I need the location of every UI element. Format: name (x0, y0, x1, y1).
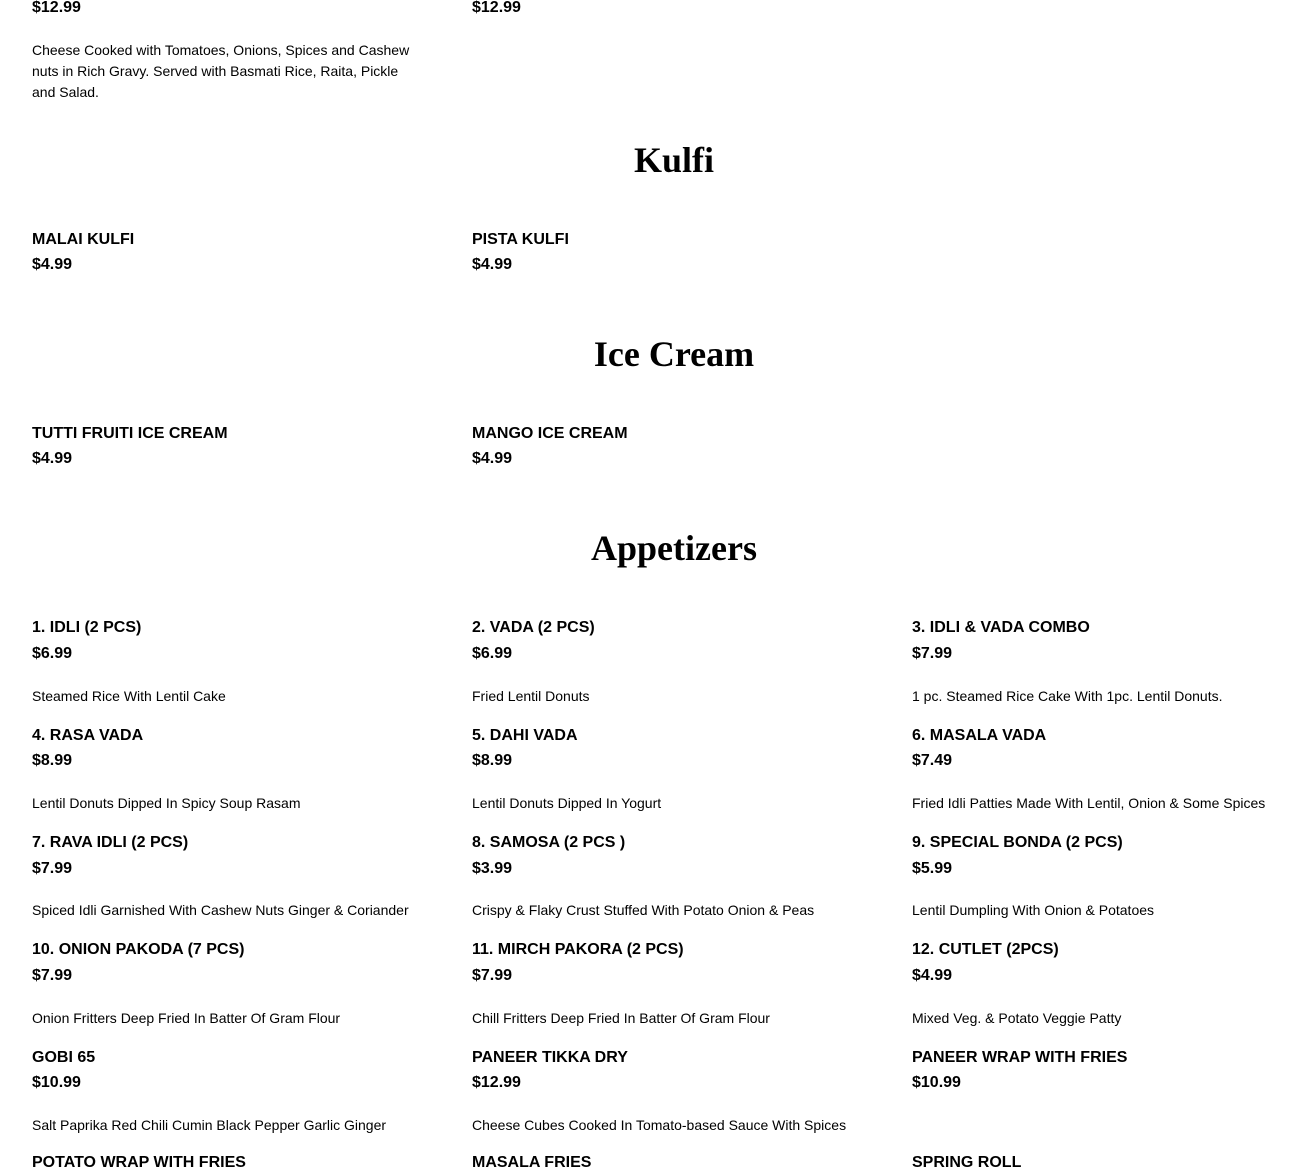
item-price: $10.99 (912, 1074, 961, 1091)
menu-item-name[interactable]: 3. IDLI & VADA COMBO (912, 619, 1090, 636)
item-description: Onion Fritters Deep Fried In Batter Of Gram Flour (32, 1010, 341, 1026)
menu-item-name[interactable]: 4. RASA VADA (32, 727, 144, 744)
item-description: Mixed Veg. & Potato Veggie Patty (912, 1010, 1122, 1026)
item-price: $8.99 (472, 752, 513, 769)
menu-item-name[interactable]: 9. SPECIAL BONDA (2 PCS) (912, 834, 1123, 851)
menu-item-name[interactable]: 7. RAVA IDLI (2 PCS) (32, 834, 189, 851)
item-description: Cheese Cubes Cooked In Tomato-based Sauce With Spices (472, 1117, 847, 1133)
menu-item-name[interactable]: 12. CUTLET (2PCS) (912, 941, 1059, 958)
item-price: $8.99 (32, 752, 73, 769)
menu-item-name[interactable]: PISTA KULFI (472, 231, 569, 248)
section-title-kulfi: Kulfi (633, 140, 714, 180)
menu-item-name[interactable]: 5. DAHI VADA (472, 727, 578, 744)
menu-item-name[interactable]: POTATO WRAP WITH FRIES (32, 1154, 246, 1171)
menu-item-name[interactable]: MALAI KULFI (32, 231, 135, 248)
item-price: $10.99 (32, 1074, 81, 1091)
item-price: $4.99 (472, 256, 513, 273)
section-title-appetizers: Appetizers (591, 528, 757, 568)
item-price: $6.99 (32, 645, 73, 662)
item-price: $7.99 (912, 645, 953, 662)
menu-item-name[interactable]: TUTTI FRUITI ICE CREAM (32, 425, 228, 442)
item-price: $4.99 (32, 256, 73, 273)
menu-item-name[interactable]: 6. MASALA VADA (912, 727, 1047, 744)
item-description: Lentil Donuts Dipped In Yogurt (472, 795, 662, 811)
item-description: 1 pc. Steamed Rice Cake With 1pc. Lentil Donuts. (912, 688, 1223, 704)
menu-item-name[interactable]: 11. MIRCH PAKORA (2 PCS) (472, 941, 684, 958)
item-description: Fried Lentil Donuts (472, 688, 590, 704)
item-description: Chill Fritters Deep Fried In Batter Of Gram Flour (472, 1010, 770, 1026)
item-price: $7.99 (472, 967, 513, 984)
menu-item-name[interactable]: PANEER TIKKA DRY (472, 1049, 628, 1066)
item-price: $3.99 (472, 860, 513, 877)
item-price: $7.49 (912, 752, 953, 769)
item-price: $4.99 (912, 967, 953, 984)
section-title-ice-cream: Ice Cream (593, 334, 755, 374)
menu-item-name[interactable]: MASALA FRIES (472, 1154, 592, 1171)
item-price: $7.99 (32, 860, 73, 877)
item-price: $6.99 (472, 645, 513, 662)
menu-item-name[interactable]: MANGO ICE CREAM (472, 425, 628, 442)
menu-item-name[interactable]: 8. SAMOSA (2 PCS ) (472, 834, 626, 851)
menu-item-name[interactable]: 1. IDLI (2 PCS) (32, 619, 142, 636)
item-price: $7.99 (32, 967, 73, 984)
item-price: $12.99 (32, 0, 81, 16)
menu-item-name[interactable]: GOBI 65 (32, 1049, 96, 1066)
menu-item-name[interactable]: 10. ONION PAKODA (7 PCS) (32, 941, 245, 958)
item-description: Lentil Dumpling With Onion & Potatoes (912, 902, 1155, 918)
menu-item-name[interactable]: 2. VADA (2 PCS) (472, 619, 595, 636)
item-description: Steamed Rice With Lentil Cake (32, 688, 226, 704)
item-description: Crispy & Flaky Crust Stuffed With Potato Onion & Peas (472, 902, 815, 918)
item-price: $5.99 (912, 860, 953, 877)
item-description: Salt Paprika Red Chili Cumin Black Pepper Garlic Ginger (32, 1117, 387, 1133)
menu-item-name[interactable]: SPRING ROLL (912, 1154, 1022, 1171)
item-description: Lentil Donuts Dipped In Spicy Soup Rasam (32, 795, 301, 811)
item-price: $12.99 (472, 1074, 521, 1091)
item-description: Spiced Idli Garnished With Cashew Nuts Ginger & Coriander (32, 902, 409, 918)
item-price: $4.99 (32, 450, 73, 467)
item-price: $4.99 (472, 450, 513, 467)
item-description: Fried Idli Patties Made With Lentil, Onion & Some Spices (912, 795, 1266, 811)
item-description: Cheese Cooked with Tomatoes, Onions, Spices and Cashew nuts in Rich Gravy. Served with Basmati Rice, Raita, Pickle and Salad. (32, 42, 410, 100)
menu-item-name[interactable]: PANEER WRAP WITH FRIES (912, 1049, 1128, 1066)
item-price: $12.99 (472, 0, 521, 16)
